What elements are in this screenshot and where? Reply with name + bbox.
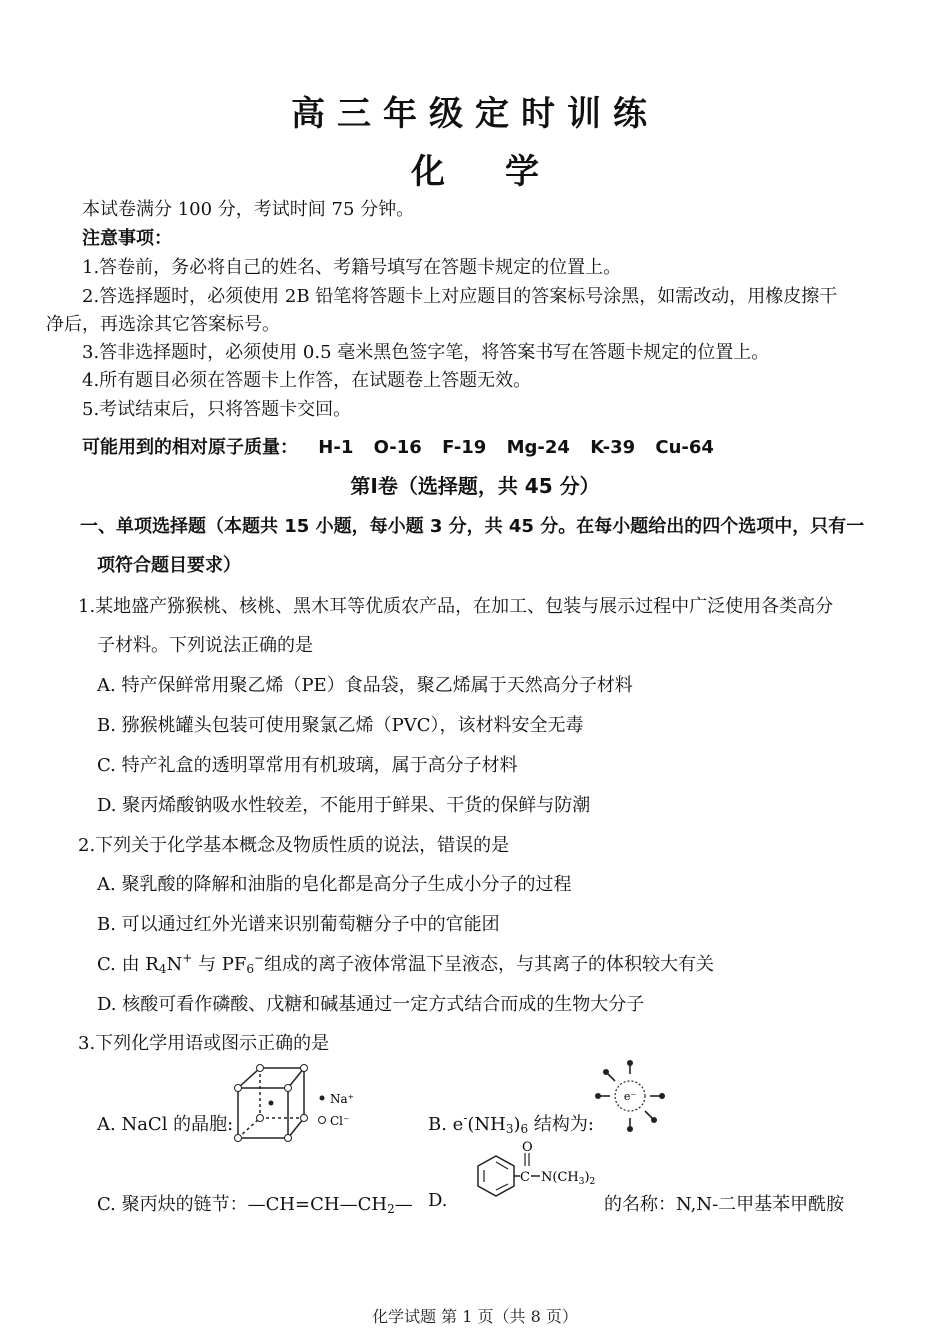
q3-b-text: B. e xyxy=(428,1114,464,1135)
q2-stem: 2.下列关于化学基本概念及物质性质的说法，错误的是 xyxy=(78,835,510,856)
na-legend-label: Na⁺ xyxy=(330,1092,354,1106)
q2-c-text: 组成的离子液体常温下呈液态，与其离子的体积较大有关 xyxy=(264,954,715,975)
page-footer: 化学试题 第 1 页（共 8 页） xyxy=(372,1307,578,1326)
cl-ion-dot xyxy=(301,1065,308,1072)
q3-option-d-name: 的名称：N,N-二甲基苯甲酰胺 xyxy=(604,1194,845,1215)
q3-b-subscript: 3 xyxy=(505,1122,514,1136)
q1-option-c: C. 特产礼盒的透明罩常用有机玻璃，属于高分子材料 xyxy=(97,755,518,776)
q1-stem-line2: 子材料。下列说法正确的是 xyxy=(97,635,313,656)
dimethylamino-subscript: 3 xyxy=(578,1177,585,1187)
q2-option-d: D. 核酸可看作磷酸、戊糖和碱基通过一定方式结合而成的生物大分子 xyxy=(97,994,645,1015)
dimethylamino-subscript: 2 xyxy=(589,1177,596,1187)
q1-stem-line1: 1.某地盛产猕猴桃、核桃、黑木耳等优质农产品，在加工、包装与展示过程中广泛使用各类高分 xyxy=(78,596,834,617)
na-ion-dot xyxy=(269,1101,274,1106)
q2-c-superscript: − xyxy=(254,951,265,965)
cl-ion-dot xyxy=(235,1085,242,1092)
score-time-line: 本试卷满分 100 分，考试时间 75 分钟。 xyxy=(82,199,415,220)
benzene-double-bond xyxy=(496,1184,508,1190)
cl-ion-dot xyxy=(285,1135,292,1142)
cl-ion-dot xyxy=(257,1115,264,1122)
q2-c-text: C. 由 R xyxy=(97,954,159,975)
dimethylamino-text: ) xyxy=(584,1170,590,1185)
ammonia-head-dot xyxy=(627,1060,633,1066)
benzene-double-bond xyxy=(496,1162,508,1169)
q2-c-text: N xyxy=(166,954,183,975)
cl-ion-dot xyxy=(301,1115,308,1122)
note-5: 5.考试结束后，只将答题卡交回。 xyxy=(82,399,352,420)
ammonia-head-dot xyxy=(651,1117,657,1123)
q3-option-b-label xyxy=(428,1110,594,1136)
atomic-mass-item: F-19 xyxy=(442,437,487,458)
atomic-mass-item: Cu-64 xyxy=(655,437,714,458)
solvated-electron-diagram xyxy=(592,1058,668,1134)
q2-c-subscript: 4 xyxy=(158,962,167,976)
q2-c-text: 与 PF xyxy=(192,954,247,975)
benzamide-structure xyxy=(456,1140,606,1216)
ammonia-head-dot xyxy=(603,1069,609,1075)
exam-title: 高三年级定时训练 xyxy=(291,94,659,134)
q3-option-c xyxy=(97,1190,413,1216)
subject-title: 化学 xyxy=(411,152,599,192)
q3-b-text: 结构为: xyxy=(528,1114,594,1135)
cl-legend-dot xyxy=(319,1117,326,1124)
q3-b-superscript: - xyxy=(463,1111,468,1125)
dimethylamino-text: N(CH xyxy=(541,1170,579,1185)
section-heading-line1: 一、单项选择题（本题共 15 小题，每小题 3 分，共 45 分。在每小题给出的四个选项中，只有一 xyxy=(80,516,865,537)
q3-option-d-label: D. xyxy=(428,1190,448,1211)
q2-option-a: A. 聚乳酸的降解和油脂的皂化都是高分子生成小分子的过程 xyxy=(97,874,572,895)
q1-option-b: B. 猕猴桃罐头包装可使用聚氯乙烯（PVC），该材料安全无毒 xyxy=(97,715,584,736)
ammonia-head-dot xyxy=(659,1093,665,1099)
electron-label: e⁻ xyxy=(623,1090,637,1103)
note-3: 3.答非选择题时，必须使用 0.5 毫米黑色签字笔，将答案书写在答题卡规定的位置上。 xyxy=(82,342,770,363)
cl-ion-dot xyxy=(257,1065,264,1072)
ammonia-head-dot xyxy=(627,1126,633,1132)
na-legend-dot xyxy=(320,1096,325,1101)
notice-heading: 注意事项： xyxy=(82,228,172,249)
nacl-unit-cell-diagram xyxy=(232,1062,372,1144)
cl-ion-dot xyxy=(235,1135,242,1142)
note-1: 1.答卷前，务必将自己的姓名、考籍号填写在答题卡规定的位置上。 xyxy=(82,257,622,278)
carbonyl-oxygen-label: O xyxy=(522,1140,533,1155)
section-heading-line2: 项符合题目要求） xyxy=(97,555,241,576)
atomic-mass-item: H-1 xyxy=(318,437,354,458)
atomic-mass-label: 可能用到的相对原子质量： xyxy=(82,437,298,458)
q1-option-a: A. 特产保鲜常用聚乙烯（PE）食品袋，聚乙烯属于天然高分子材料 xyxy=(97,675,633,696)
note-2: 2.答选择题时，必须使用 2B 铅笔将答题卡上对应题目的答案标号涂黑，如需改动，用橡皮擦干 xyxy=(82,286,838,307)
cl-ion-dot xyxy=(285,1085,292,1092)
note-4: 4.所有题目必须在答题卡上作答，在试题卷上答题无效。 xyxy=(82,370,532,391)
atomic-mass-item: O-16 xyxy=(373,437,422,458)
q3-c-chain: — xyxy=(394,1194,413,1215)
carbonyl-carbon-label: C xyxy=(520,1170,530,1185)
q3-c-label: C. 聚丙炔的链节： xyxy=(97,1194,248,1215)
part1-heading: 第Ⅰ卷（选择题，共 45 分） xyxy=(350,474,600,498)
q1-option-d: D. 聚丙烯酸钠吸水性较差，不能用于鲜果、干货的保鲜与防潮 xyxy=(97,795,591,816)
q3-c-chain: —CH=CH—CH xyxy=(247,1194,388,1215)
q3-c-chain-subscript: 2 xyxy=(387,1202,395,1216)
q3-b-subscript: 6 xyxy=(520,1122,529,1136)
atomic-mass-item: K-39 xyxy=(590,437,636,458)
q2-option-c xyxy=(97,950,714,976)
note-2-cont: 净后，再选涂其它答案标号。 xyxy=(46,314,280,335)
q2-c-superscript: + xyxy=(182,951,193,965)
dimethylamino-group-label xyxy=(541,1170,595,1187)
atomic-mass-line xyxy=(82,433,714,459)
q2-c-subscript: 6 xyxy=(246,962,254,976)
ammonia-head-dot xyxy=(595,1093,601,1099)
nacl-ions xyxy=(235,1065,326,1142)
q3-b-text: ) xyxy=(513,1114,521,1135)
atomic-mass-item: Mg-24 xyxy=(506,437,570,458)
q3-stem: 3.下列化学用语或图示正确的是 xyxy=(78,1033,330,1054)
q3-option-a-label: A. NaCl 的晶胞: xyxy=(97,1114,234,1135)
q3-b-text: (NH xyxy=(467,1114,506,1135)
q2-option-b: B. 可以通过红外光谱来识别葡萄糖分子中的官能团 xyxy=(97,914,500,935)
cl-legend-label: Cl⁻ xyxy=(330,1114,350,1128)
